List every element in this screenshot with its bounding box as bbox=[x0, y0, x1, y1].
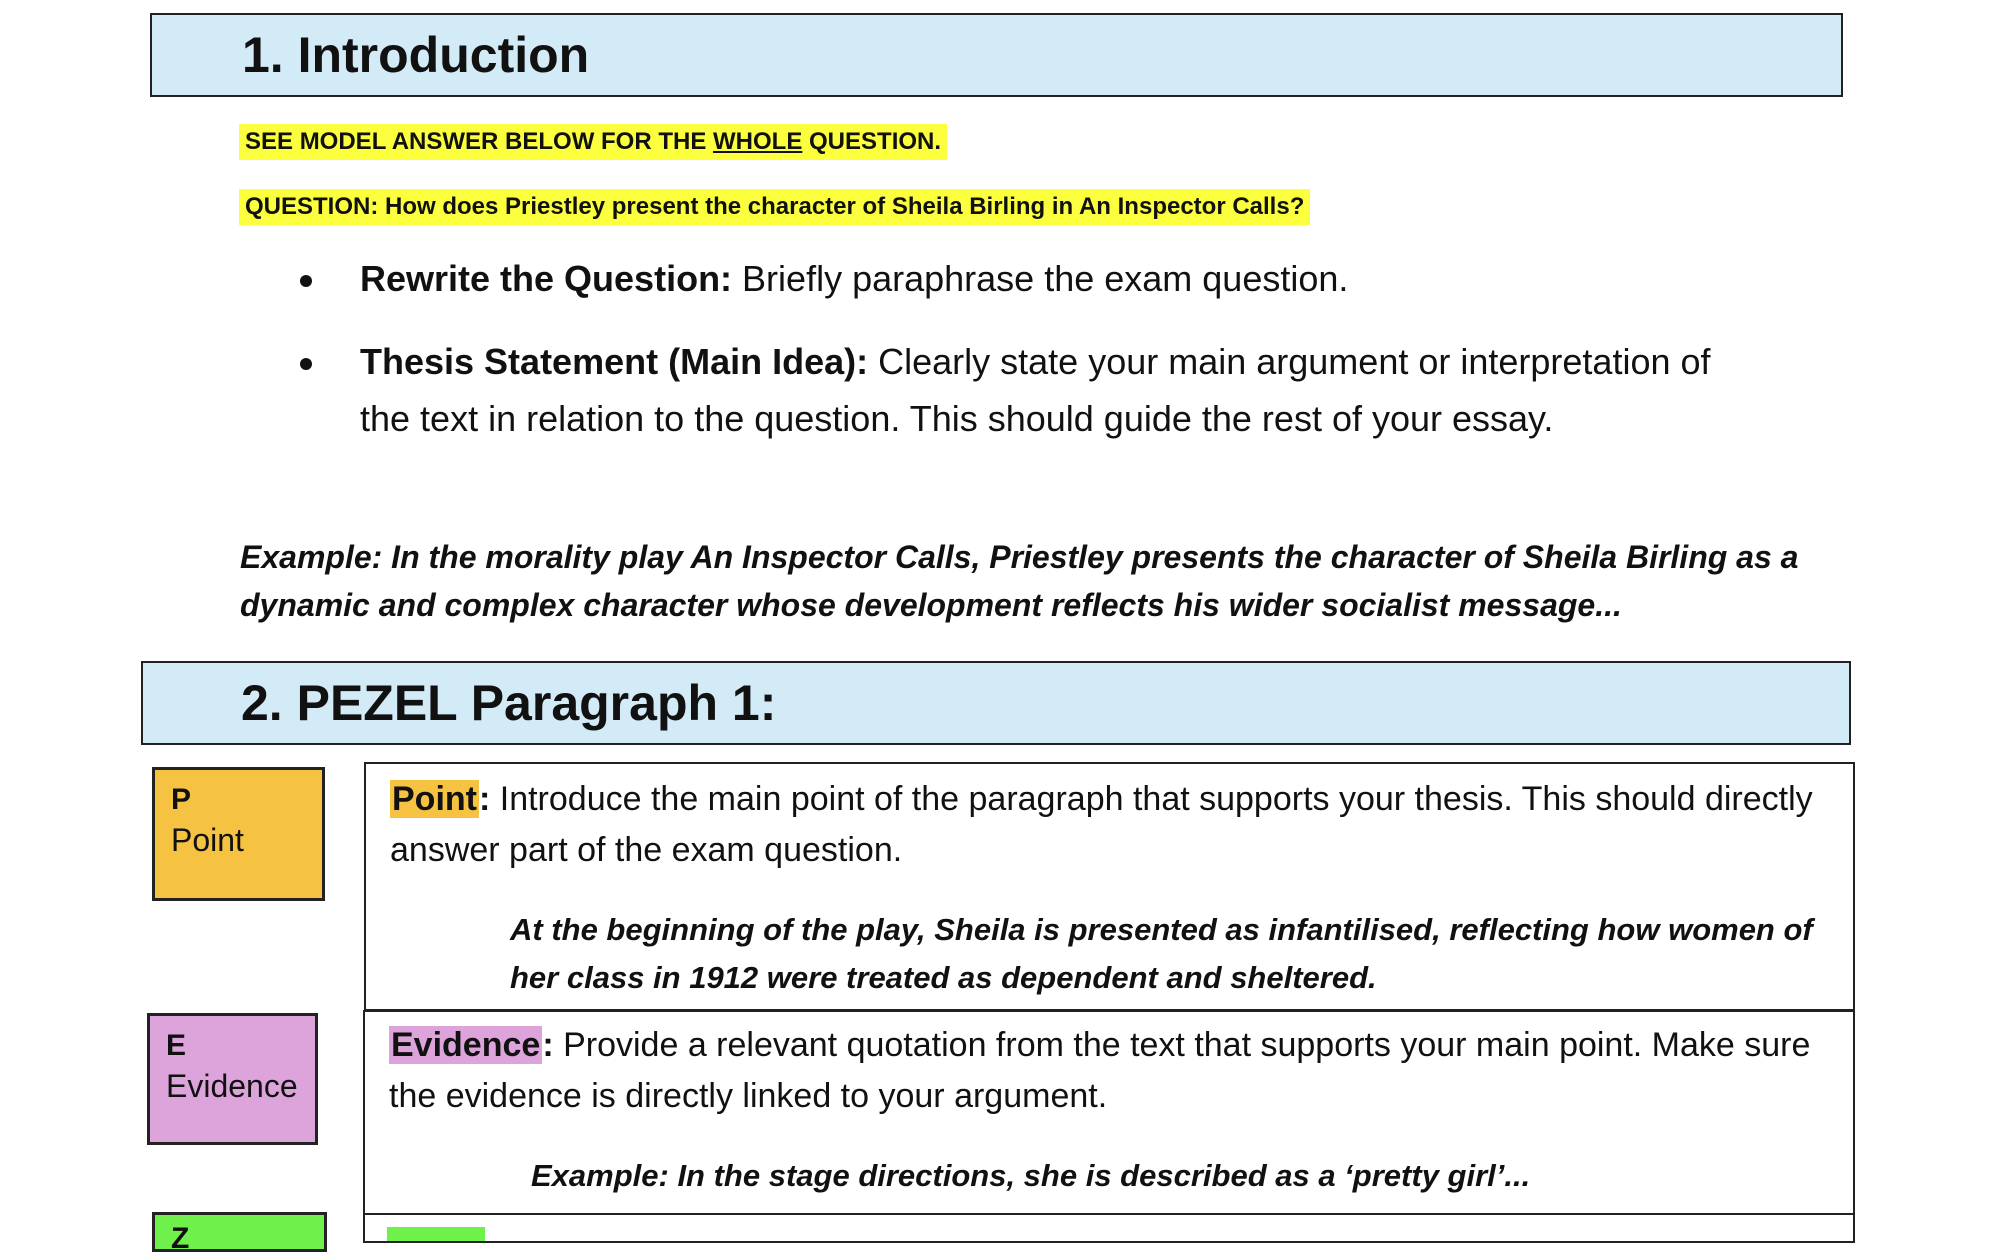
point-example: At the beginning of the play, Sheila is presented as infantilised, reflecting how women of her class in 1912 were treated as dependent and sheltered. bbox=[510, 912, 1813, 995]
bullet-thesis-statement: Thesis Statement (Main Idea): Clearly state your main argument or interpretation of the text in relation to the question. This should guide the rest of your essay. bbox=[360, 341, 1711, 439]
evidence-label-box bbox=[147, 1013, 318, 1145]
point-label: Point bbox=[171, 822, 244, 858]
bullet-dot bbox=[300, 275, 312, 287]
evidence-example: Example: In the stage directions, she is described as a ‘pretty girl’... bbox=[531, 1158, 1531, 1193]
zoom-label-box bbox=[152, 1212, 327, 1255]
introduction-heading-box bbox=[150, 13, 1843, 97]
zoom-letter: Z bbox=[171, 1222, 190, 1255]
point-term: Point bbox=[392, 780, 477, 818]
introduction-heading: 1. Introduction bbox=[242, 27, 590, 83]
evidence-content-box bbox=[363, 1010, 1855, 1215]
bullet-dot bbox=[300, 358, 312, 370]
whole-underlined: WHOLE bbox=[713, 128, 803, 155]
point-letter: P bbox=[171, 783, 192, 816]
bullet-rewrite-question: Rewrite the Question: Briefly paraphrase the exam question. bbox=[360, 258, 1349, 299]
pezel-paragraph-heading-box bbox=[141, 661, 1851, 745]
pezel-paragraph-heading: 2. PEZEL Paragraph 1: bbox=[241, 675, 777, 731]
model-answer-note: SEE MODEL ANSWER BELOW FOR THE WHOLE QUESTION. bbox=[239, 124, 947, 160]
evidence-label: Evidence bbox=[166, 1068, 298, 1104]
evidence-term: Evidence bbox=[391, 1026, 541, 1064]
evidence-description: Evidence: Provide a relevant quotation from the text that supports your main point. Make sure the evidence is directly linked to your argument. bbox=[389, 1026, 1811, 1115]
point-content-box bbox=[364, 762, 1855, 1011]
evidence-letter: E bbox=[166, 1029, 187, 1062]
introduction-example: Example: In the morality play An Inspector Calls, Priestley presents the character of Sheila Birling as a dynamic and complex character whose development reflects his wider socialist message... bbox=[240, 539, 1799, 623]
zoom-term-highlight bbox=[387, 1227, 485, 1241]
point-description: Point: Introduce the main point of the paragraph that supports your thesis. This should directly answer part of the exam question. bbox=[390, 780, 1813, 869]
zoom-content-box bbox=[363, 1213, 1855, 1243]
point-label-box bbox=[152, 767, 325, 901]
question-note: QUESTION: How does Priestley present the character of Sheila Birling in An Inspector Calls? bbox=[239, 189, 1310, 225]
